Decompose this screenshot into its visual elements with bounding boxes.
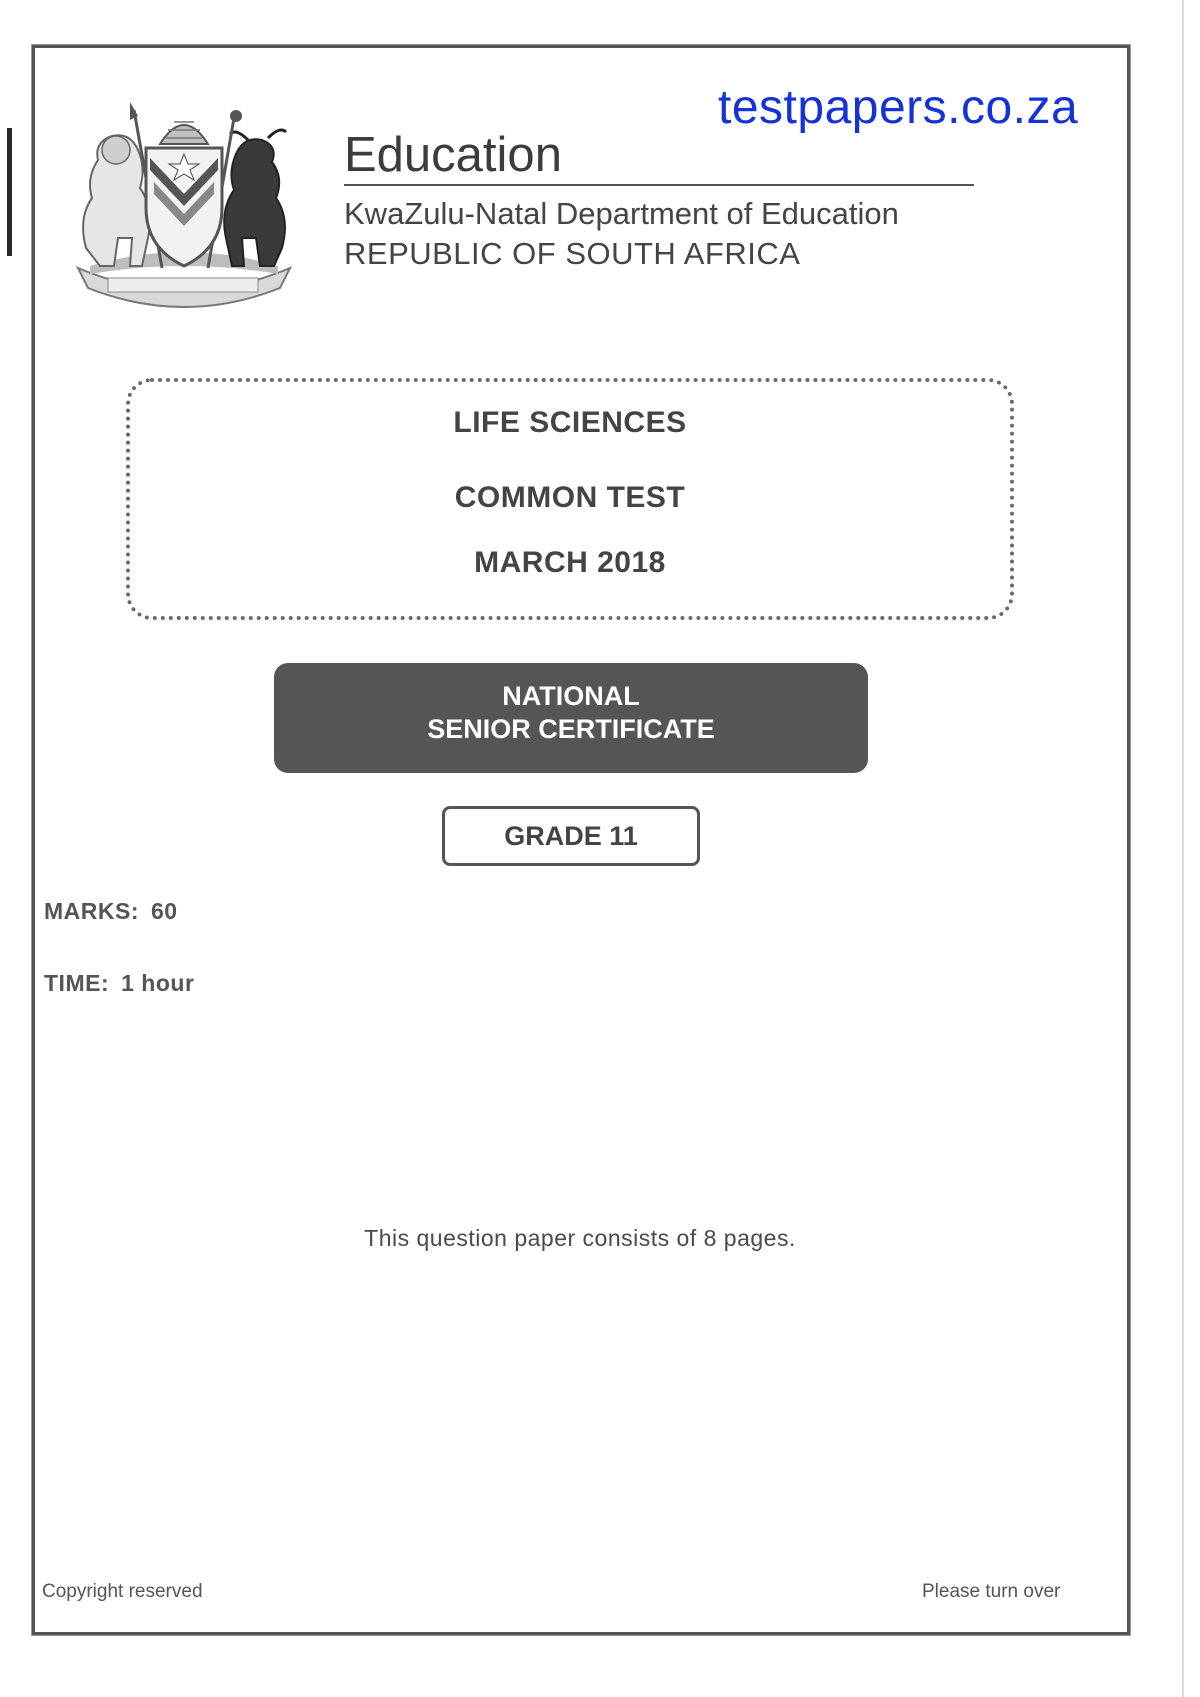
scan-edge-mark <box>7 128 12 256</box>
certificate-banner <box>274 663 868 773</box>
org-title: Education <box>344 128 974 186</box>
coat-of-arms-icon <box>68 98 300 308</box>
watermark-text: testpapers.co.za <box>718 81 1079 134</box>
marks-line <box>44 898 178 925</box>
footer-turn-over: Please turn over <box>922 1581 1061 1602</box>
certificate-line-1: NATIONAL <box>502 681 640 711</box>
marks-label: MARKS: <box>44 898 139 924</box>
country-name: REPUBLIC OF SOUTH AFRICA <box>344 236 801 271</box>
grade-box: GRADE 11 <box>442 806 700 866</box>
time-value: 1 hour <box>121 970 195 996</box>
time-label: TIME: <box>44 970 110 996</box>
time-line <box>44 970 194 997</box>
scan-edge-line <box>1182 0 1184 1697</box>
header-block <box>344 128 980 272</box>
department-name: KwaZulu-Natal Department of Education <box>344 196 899 231</box>
subject-box <box>126 378 1014 620</box>
certificate-line-2: SENIOR CERTIFICATE <box>427 714 715 744</box>
pages-note: This question paper consists of 8 pages. <box>364 1225 796 1251</box>
footer-copyright: Copyright reserved <box>42 1581 203 1602</box>
subject-title: LIFE SCIENCES <box>453 406 687 439</box>
exam-date: MARCH 2018 <box>474 546 666 579</box>
marks-value: 60 <box>151 898 178 924</box>
paper-type: COMMON TEST <box>454 481 686 514</box>
